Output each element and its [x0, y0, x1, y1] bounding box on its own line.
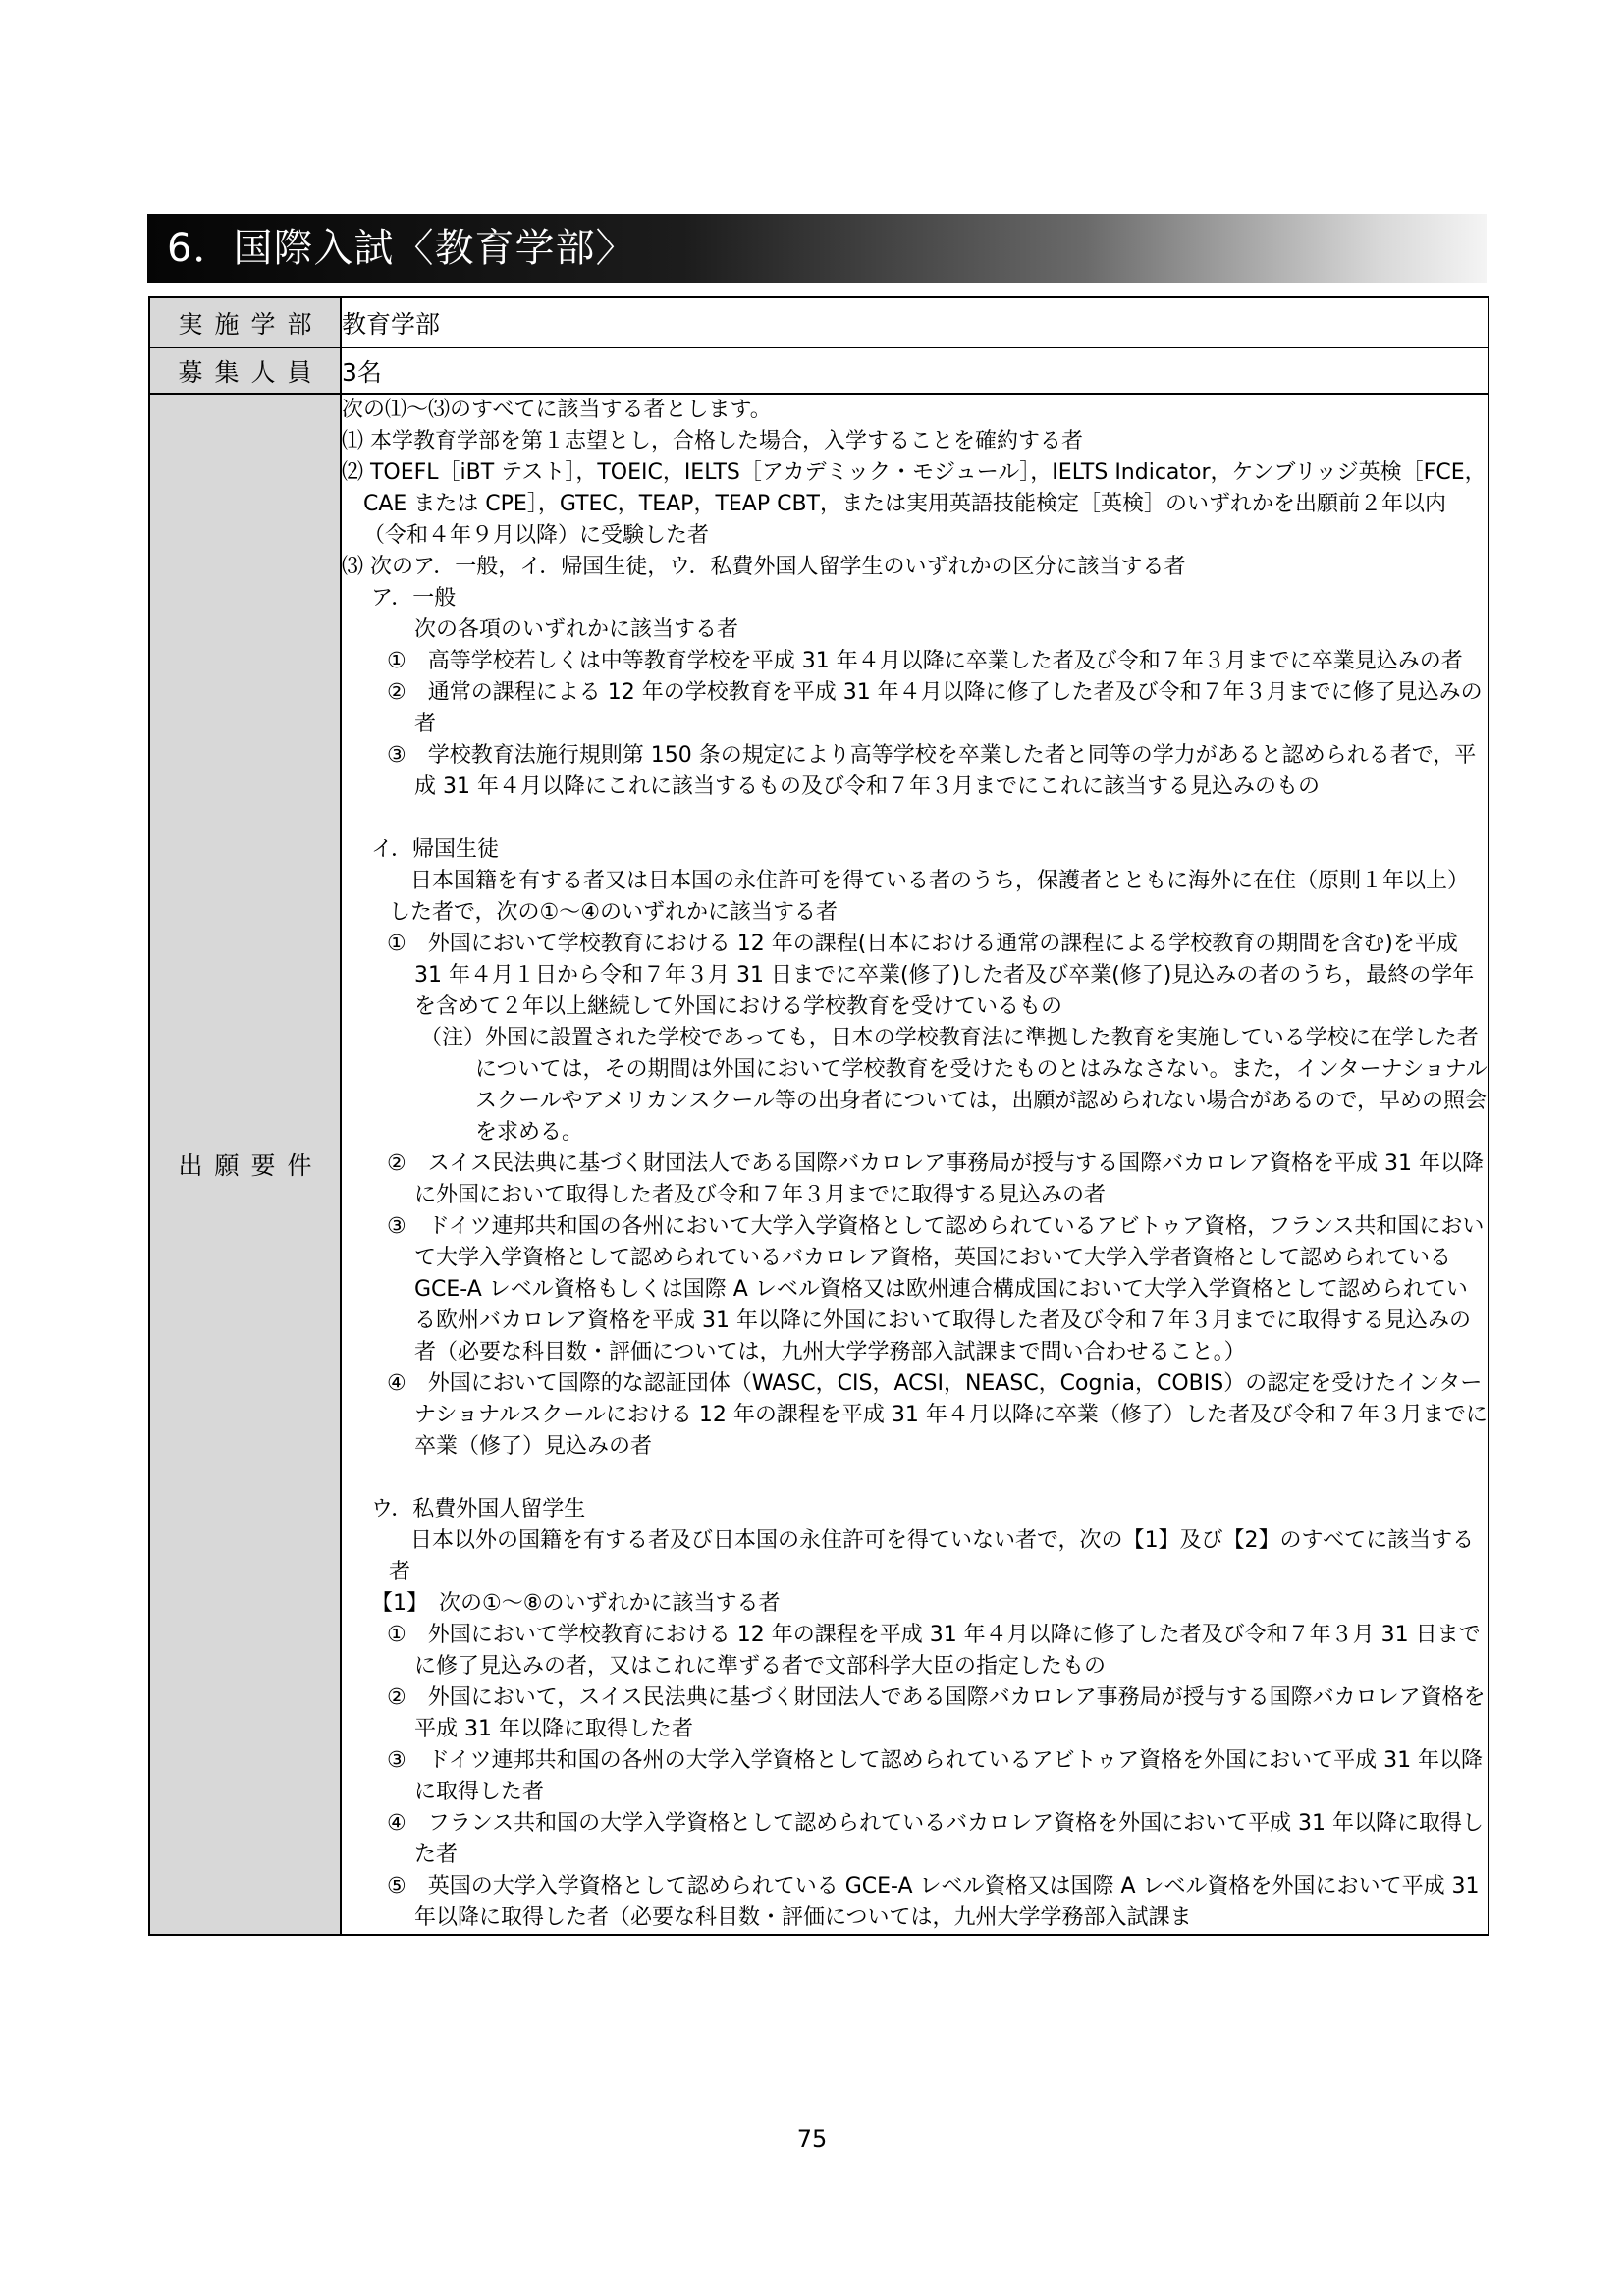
international-item-5: ⑤ 英国の大学入学資格として認められている GCE-A レベル資格又は国際 A レベル資格を外国において平成 31 年以降に取得した者（必要な科目数・評価については，九州大学学務部入試課ま — [387, 1874, 1480, 1930]
capacity-label: 募集人員 — [149, 347, 341, 394]
requirements-body — [341, 394, 1489, 1935]
international-item-3: ③ ドイツ連邦共和国の各州の大学入学資格として認められているアビトゥア資格を外国において平成 31 年以降に取得した者 — [387, 1748, 1484, 1804]
category-general-intro: 次の各項のいずれかに該当する者 — [414, 617, 739, 642]
section-title: 6．国際入試〈教育学部〉 — [167, 226, 636, 271]
international-subheading-1: 【1】 次の①～⑧のいずれかに該当する者 — [371, 1591, 781, 1616]
requirement-3: ⑶ 次のア．一般，イ．帰国生徒，ウ．私費外国人留学生のいずれかの区分に該当する者 — [342, 555, 1186, 579]
spacer — [342, 803, 1488, 834]
category-international-heading: ウ．私費外国人留学生 — [371, 1497, 586, 1522]
capacity-row — [149, 347, 1489, 394]
requirements-table — [148, 296, 1489, 1936]
category-returnee-intro: 日本国籍を有する者又は日本国の永住許可を得ている者のうち，保護者とともに海外に在住（原則１年以上）した者で，次の①～④のいずれかに該当する者 — [389, 869, 1470, 925]
category-international-intro: 日本以外の国籍を有する者及び日本国の永住許可を得ていない者で，次の【1】及び【2】のすべてに該当する者 — [389, 1528, 1475, 1584]
requirement-1: ⑴ 本学教育学部を第１志望とし，合格した場合，入学することを確約する者 — [342, 429, 1083, 454]
spacer — [342, 1463, 1488, 1494]
returnee-item-4: ④ 外国において国際的な認証団体（WASC，CIS，ACSI，NEASC，Cognia，COBIS）の認定を受けたインターナショナルスクールにおける 12 年の課程を平成 31 年４月以降に卒業（修了）した者及び令和７年３月までに卒業（修了）見込みの者 — [387, 1371, 1488, 1459]
faculty-label: 実施学部 — [149, 297, 341, 347]
faculty-row — [149, 297, 1489, 347]
international-item-1: ① 外国において学校教育における 12 年の課程を平成 31 年４月以降に修了した者及び令和７年３月 31 日までに修了見込みの者，又はこれに準ずる者で文部科学大臣の指定したもの — [387, 1623, 1481, 1679]
category-general-heading: ア．一般 — [371, 586, 457, 611]
general-item-3: ③ 学校教育法施行規則第 150 条の規定により高等学校を卒業した者と同等の学力があると認められる者で，平成 31 年４月以降にこれに該当するもの及び令和７年３月までにこれに該当する見込みのもの — [387, 743, 1477, 799]
section-title-bar — [147, 214, 1487, 283]
requirements-content — [342, 395, 1488, 1934]
category-returnee-heading: イ．帰国生徒 — [371, 837, 500, 862]
requirement-2: ⑵ TOEFL［iBT テスト］，TOEIC，IELTS［アカデミック・モジュール］，IELTS Indicator，ケンブリッジ英検［FCE，CAE または CPE］，GTEC，TEAP，TEAP CBT，または実用英語技能検定［英検］のいずれかを出願前２年以内（令和４年９月以降）に受験した者 — [342, 460, 1487, 548]
returnee-note: （注）外国に設置された学校であっても，日本の学校教育法に準拠した教育を実施している学校に在学した者については，その期間は外国において学校教育を受けたものとはみなさない。また，インターナショナルスクールやアメリカンスクール等の出身者については，出願が認められない場合があるので，早めの照会を求める。 — [420, 1026, 1488, 1145]
returnee-item-1: ① 外国において学校教育における 12 年の課程(日本における通常の課程による学校教育の期間を含む)を平成 31 年４月１日から令和７年３月 31 日までに卒業(修了)した者及び卒業(修了)見込みの者のうち，最終の学年を含めて２年以上継続して外国における学校教育を受けているもの — [387, 932, 1475, 1019]
general-item-2: ② 通常の課程による 12 年の学校教育を平成 31 年４月以降に修了した者及び令和７年３月までに修了見込みの者 — [387, 680, 1483, 736]
general-item-1: ① 高等学校若しくは中等教育学校を平成 31 年４月以降に卒業した者及び令和７年３月までに卒業見込みの者 — [387, 649, 1463, 673]
international-item-4: ④ フランス共和国の大学入学資格として認められているバカロレア資格を外国において平成 31 年以降に取得した者 — [387, 1811, 1485, 1867]
requirements-label: 出願要件 — [149, 394, 341, 1935]
international-item-2: ② 外国において，スイス民法典に基づく財団法人である国際バカロレア事務局が授与する国際バカロレア資格を平成 31 年以降に取得した者 — [387, 1685, 1486, 1741]
requirements-intro: 次の⑴～⑶のすべてに該当する者とします。 — [342, 398, 772, 422]
faculty-value: 教育学部 — [341, 297, 1489, 347]
returnee-item-2: ② スイス民法典に基づく財団法人である国際バカロレア事務局が授与する国際バカロレア資格を平成 31 年以降に外国において取得した者及び令和７年３月までに取得する見込みの者 — [387, 1151, 1485, 1207]
returnee-item-3: ③ ドイツ連邦共和国の各州において大学入学資格として認められているアビトゥア資格，フランス共和国において大学入学資格として認められているバカロレア資格，英国において大学入学者資格として認められている GCE-A レベル資格もしくは国際 A レベル資格又は欧州連合構成国において大学入学資格として認められている欧州バカロレア資格を平成 31 年以降に外国において取得した者及び令和７年３月までに取得する見込みの者（必要な科目数・評価については，九州大学学務部入試課まで問い合わせること。） — [387, 1214, 1485, 1364]
page-number: 75 — [796, 2125, 828, 2153]
capacity-value: 3名 — [341, 347, 1489, 394]
requirements-row — [149, 394, 1489, 1935]
